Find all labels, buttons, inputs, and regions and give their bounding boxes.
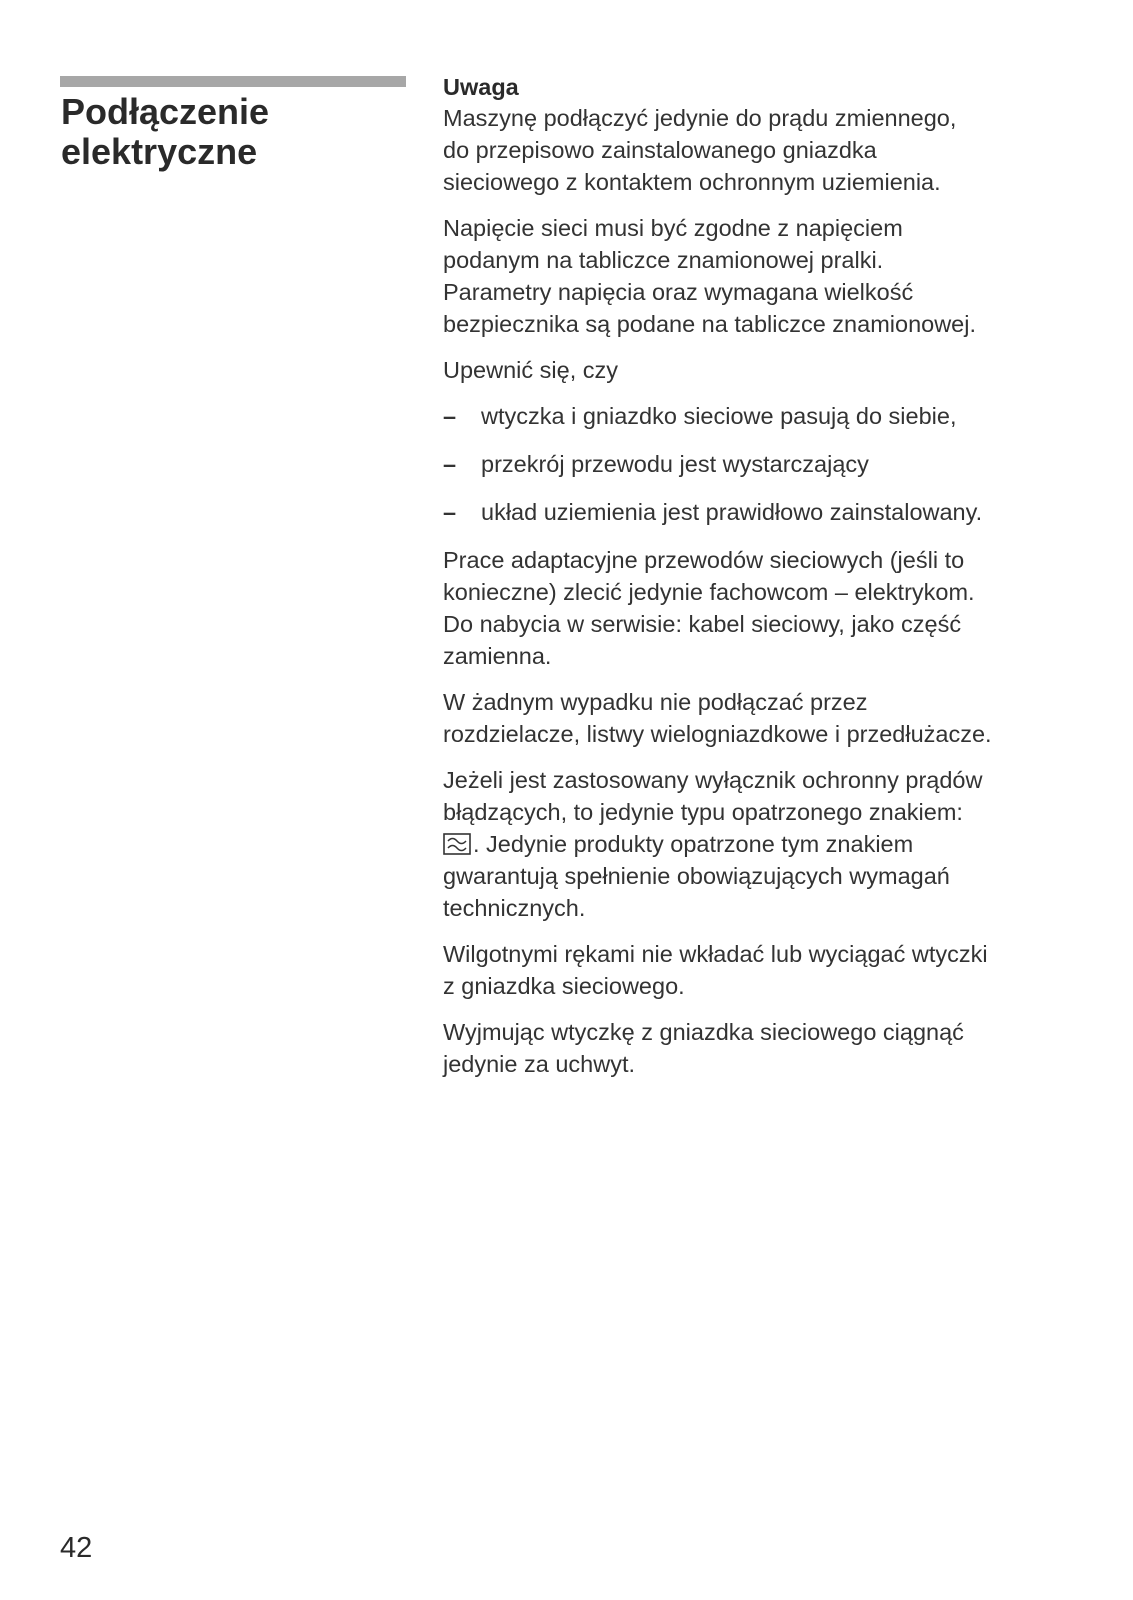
text-line: konieczne) zlecić jedynie fachowcom – elektrykom. [443,579,975,605]
paragraph [443,764,1083,924]
paragraph [443,686,1083,750]
paragraph [443,1016,1083,1080]
text-line: Maszynę podłączyć jedynie do prądu zmiennego, [443,105,957,131]
bullet-dash: – [443,499,457,525]
text-line: Napięcie sieci musi być zgodne z napięciem [443,215,903,241]
section-title-line: Podłączenie [61,91,270,132]
section-title-line: elektryczne [61,131,258,172]
paragraph [443,354,1083,386]
text-line: Do nabycia w serwisie: kabel sieciowy, jako część [443,611,962,637]
paragraph [443,938,1083,1002]
text-line: Wilgotnymi rękami nie wkładać lub wyciągać wtyczki [443,941,988,967]
text-line: W żadnym wypadku nie podłączać przez [443,689,868,715]
paragraph [443,102,1083,198]
text-line: błądzących, to jedynie typu opatrzonego znakiem: [443,799,963,825]
rcd-symbol-icon [443,831,471,853]
bullet-dash: – [443,403,457,429]
text-line: podanym na tabliczce znamionowej pralki. [443,247,884,273]
text-line: do przepisowo zainstalowanego gniazdka [443,137,877,163]
page-number: 42 [60,1532,93,1564]
text-line: jedynie za uchwyt. [443,1051,636,1077]
text-line: Wyjmując wtyczkę z gniazdka sieciowego ciągnąć [443,1019,964,1045]
text-line [443,828,1083,860]
text-line: Jeżeli jest zastosowany wyłącznik ochronny prądów [443,767,983,793]
list-item [443,496,1083,528]
section-title [61,92,401,172]
list-item-text: przekrój przewodu jest wystarczający [481,451,869,477]
text-line: Prace adaptacyjne przewodów sieciowych (jeśli to [443,547,965,573]
content-column [443,72,1083,1094]
list-item [443,448,1083,480]
paragraph [443,212,1083,340]
list-item-text: układ uziemienia jest prawidłowo zainstalowany. [481,499,983,525]
bullet-dash: – [443,451,457,477]
list-item [443,400,1083,432]
rcd-line-text: . Jedynie produkty opatrzone tym znakiem [473,831,914,857]
list-item-text: wtyczka i gniazdko sieciowe pasują do siebie, [481,403,957,429]
paragraph [443,544,1083,672]
text-line: zamienna. [443,643,552,669]
text-line: gwarantują spełnienie obowiązujących wymagań [443,863,950,889]
text-line: z gniazdka sieciowego. [443,973,685,999]
checklist [443,400,1083,528]
note-heading: Uwaga [443,74,519,100]
text-line: Upewnić się, czy [443,357,618,383]
text-line: technicznych. [443,895,586,921]
text-line: rozdzielacze, listwy wielogniazdkowe i przedłużacze. [443,721,992,747]
text-line: Parametry napięcia oraz wymagana wielkość [443,279,914,305]
text-line: sieciowego z kontaktem ochronnym uziemienia. [443,169,941,195]
text-line: bezpiecznika są podane na tabliczce znamionowej. [443,311,976,337]
section-rule [60,76,406,87]
